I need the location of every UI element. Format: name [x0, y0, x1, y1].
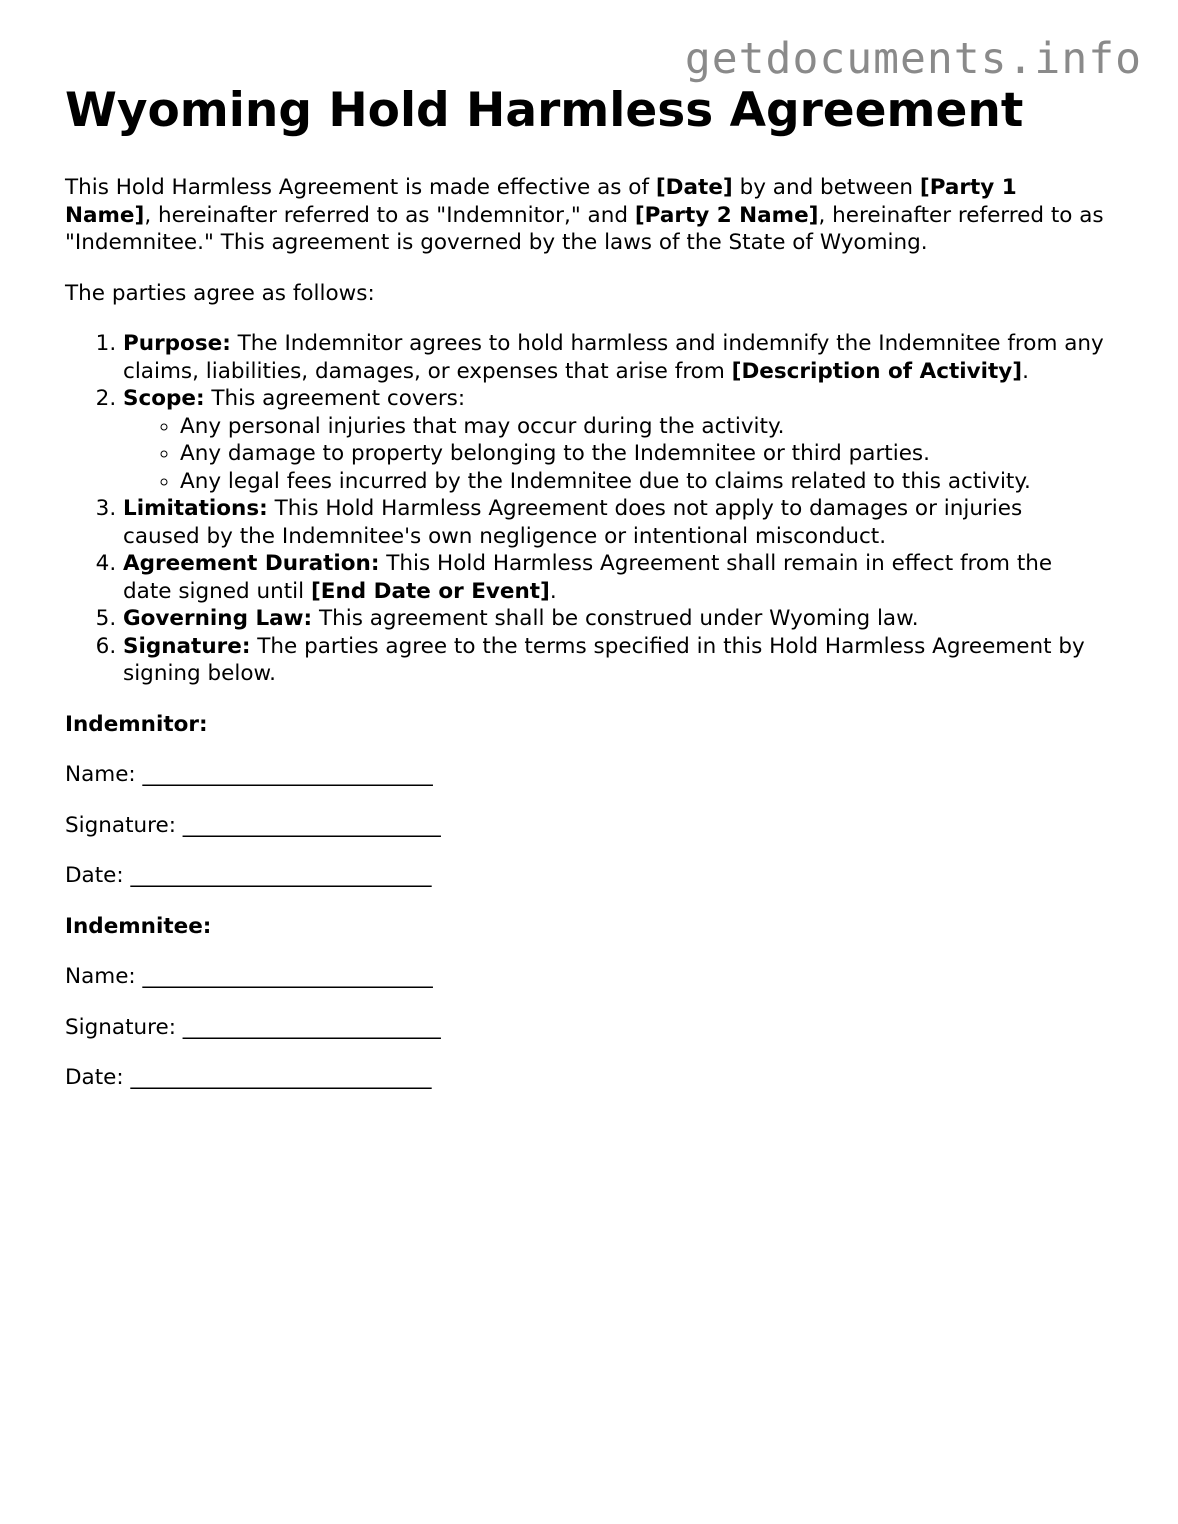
- term-label: Governing Law:: [123, 606, 313, 631]
- scope-list: [123, 413, 1105, 496]
- indemnitee-name-line[interactable]: Name: ___________________________: [65, 964, 433, 989]
- lead-paragraph: The parties agree as follows:: [65, 280, 375, 306]
- term-signature: [123, 633, 1105, 688]
- indemnitor-signature-line[interactable]: Signature: ________________________: [65, 812, 441, 838]
- term-governing-law: [123, 605, 1105, 633]
- date-placeholder: [Date]: [655, 175, 733, 200]
- watermark: getdocuments.info: [684, 34, 1142, 84]
- intro-paragraph: [65, 174, 1105, 257]
- scope-item: ◦ Any personal injuries that may occur during the activity.: [180, 413, 1105, 441]
- intro-text-2: by and between: [732, 175, 920, 200]
- scope-item: ◦ Any damage to property belonging to the Indemnitee or third parties.: [180, 440, 1105, 468]
- term-duration: [123, 550, 1105, 605]
- term-limitations: [123, 495, 1105, 550]
- indemnitor-heading: Indemnitor:: [65, 711, 208, 737]
- party1-placeholder: [Party 1 Name]: [65, 175, 1017, 228]
- term-end: .: [549, 578, 557, 604]
- intro-text-4: , hereinafter referred to as "Indemnitee." This agreement is governed by the laws of the State of Wyoming.: [65, 202, 1104, 255]
- term-label: Scope:: [123, 386, 205, 411]
- party2-placeholder: [Party 2 Name]: [634, 202, 819, 228]
- term-text: This agreement shall be construed under Wyoming law.: [312, 606, 919, 631]
- term-scope: [123, 385, 1105, 495]
- term-text: The Indemnitor agrees to hold harmless and indemnify the Indemnitee from any claims, liabilities, damages, or expenses that arise from: [123, 331, 1104, 384]
- end-date-placeholder: [End Date or Event]: [310, 578, 550, 604]
- page-title: Wyoming Hold Harmless Agreement: [65, 83, 1024, 138]
- indemnitee-heading: Indemnitee:: [65, 913, 212, 939]
- scope-item: ◦ Any legal fees incurred by the Indemnitee due to claims related to this activity.: [180, 468, 1105, 496]
- term-text: This Hold Harmless Agreement shall remain in effect from the date signed until: [123, 551, 1053, 604]
- term-label: Limitations:: [123, 496, 268, 521]
- term-label: Purpose:: [123, 331, 231, 356]
- indemnitee-signature-line[interactable]: Signature: ________________________: [65, 1014, 441, 1040]
- indemnitor-date-line[interactable]: Date: ____________________________: [65, 863, 432, 888]
- term-text: This Hold Harmless Agreement does not apply to damages or injuries caused by the Indemnitee's own negligence or intentional misconduct.: [123, 496, 1023, 549]
- activity-placeholder: [Description of Activity]: [731, 358, 1023, 384]
- indemnitee-date-line[interactable]: Date: ____________________________: [65, 1065, 432, 1090]
- term-label: Agreement Duration:: [123, 551, 380, 576]
- term-end: .: [1022, 358, 1029, 384]
- intro-text-1: This Hold Harmless Agreement is made effective as of: [65, 175, 656, 200]
- term-purpose: [123, 330, 1105, 385]
- terms-list: [65, 330, 1105, 688]
- term-text: This agreement covers:: [204, 386, 466, 411]
- indemnitor-name-line[interactable]: Name: ___________________________: [65, 762, 433, 787]
- term-label: Signature:: [123, 633, 251, 659]
- intro-text-3: , hereinafter referred to as "Indemnitor," and: [144, 202, 635, 228]
- term-text: The parties agree to the terms specified in this Hold Harmless Agreement by signing below.: [123, 633, 1085, 686]
- document-page: [65, 82, 1105, 1092]
